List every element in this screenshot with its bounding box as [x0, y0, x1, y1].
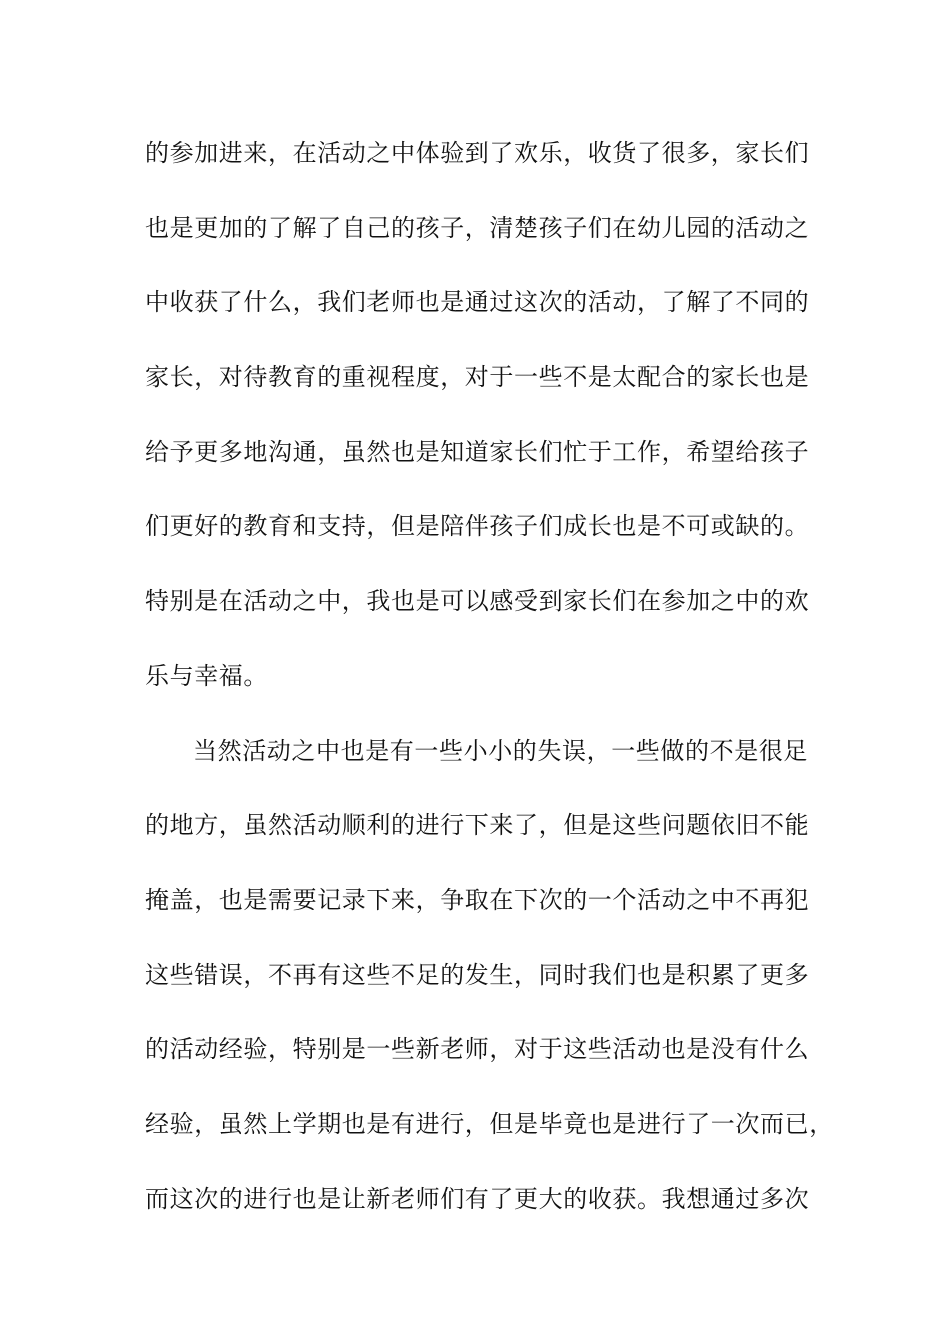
- text-line: 也是更加的了解了自己的孩子，清楚孩子们在幼儿园的活动之: [145, 213, 810, 242]
- text-line: 家长，对待教育的重视程度，对于一些不是太配合的家长也是: [145, 363, 810, 392]
- paragraph-first-line: 当然活动之中也是有一些小小的失误，一些做的不是很足: [193, 736, 808, 765]
- text-line: 特别是在活动之中，我也是可以感受到家长们在参加之中的欢: [145, 587, 810, 616]
- text-line: 经验，虽然上学期也是有进行，但是毕竟也是进行了一次而已，: [145, 1109, 834, 1138]
- body-text: [145, 128, 834, 1248]
- text-line: 中收获了什么，我们老师也是通过这次的活动，了解了不同的: [145, 288, 810, 317]
- text-line: 的活动经验，特别是一些新老师，对于这些活动也是没有什么: [145, 1035, 810, 1064]
- text-line: 的参加进来，在活动之中体验到了欢乐，收货了很多，家长们: [145, 139, 810, 167]
- text-line: 掩盖，也是需要记录下来，争取在下次的一个活动之中不再犯: [145, 885, 810, 914]
- text-line: 而这次的进行也是让新老师们有了更大的收获。我想通过多次: [145, 1184, 810, 1213]
- text-line: 们更好的教育和支持，但是陪伴孩子们成长也是不可或缺的。: [145, 512, 810, 541]
- text-line: 乐与幸福。: [145, 661, 268, 690]
- text-line: 这些错误，不再有这些不足的发生，同时我们也是积累了更多: [145, 960, 810, 989]
- text-line: 给予更多地沟通，虽然也是知道家长们忙于工作，希望给孩子: [145, 437, 810, 466]
- text-line: 的地方，虽然活动顺利的进行下来了，但是这些问题依旧不能: [145, 811, 810, 840]
